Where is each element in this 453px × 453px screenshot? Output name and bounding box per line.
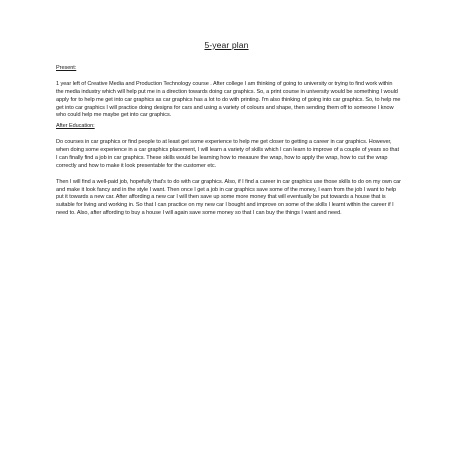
section-heading-after-education: After Education: — [56, 123, 95, 130]
after-education-paragraph-2: Then I will find a well-paid job, hopefully that's to do with car graphics. Also, if I find a career in car graphics use those skills to do on my own car and make it look fancy and in the style I want. Then once I get a job in car graphics save some of the money, I earn from the job I want to help put it towards a new car. After affording a new car I will then save up some more money that will eventually be put towards a house that is suitable for living and working in. So that I can practice on my new car I bought and improve on some of the skills I learnt within the career if I need to. Also, after affording to buy a house I will again save some money so that I can buy the things I want and need. — [56, 178, 401, 217]
section-heading-present: Present: — [56, 65, 77, 71]
document-title: 5-year plan — [204, 40, 249, 50]
spacer — [56, 171, 401, 179]
spacer — [56, 131, 401, 139]
after-education-paragraph-1: Do courses in car graphics or find people to at least get some experience to help me get closer to getting a career in car graphics. However, when doing some experience in a car graphics placement, I will learn a variety of skills which I can learn to improve of a couple of years so that I can finally find a job in car graphics. These skills would be learning how to measure the wrap, how to apply the wrap, how to cut the wrap correctly and how to make it look presentable for the customer etc. — [56, 139, 399, 169]
spacer — [56, 73, 401, 81]
present-paragraph: 1 year left of Creative Media and Production Technology course . After college I am thinking of going to university or trying to find work within the media industry which will help put me in a direction towards doing car graphics. So, a print course in university would be something I would apply for to help me get into car graphics as car graphics has a lot to do with printing. I'm also thinking of going into car graphics. So, to help me get into car graphics I will practice doing designs for cars and using a variety of colours and shape, then sending them off to someone I know who could help me maybe get into car graphics. — [56, 80, 401, 119]
document-body — [56, 65, 401, 218]
